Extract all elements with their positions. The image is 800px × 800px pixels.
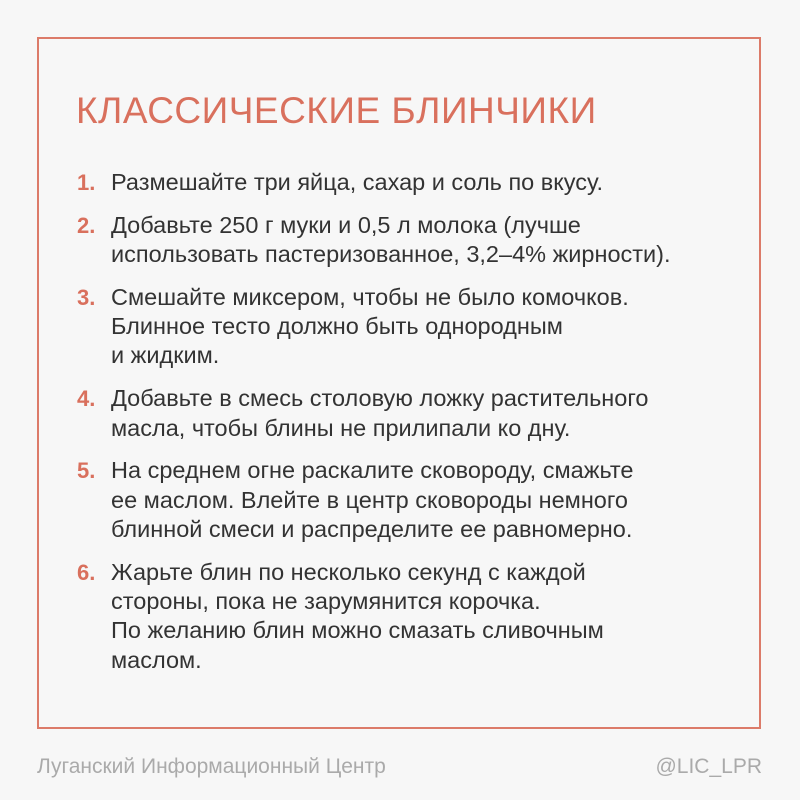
step-number: 4. xyxy=(77,386,96,412)
step-item xyxy=(77,456,671,544)
step-text-line: Добавьте в смесь столовую ложку растительного xyxy=(111,385,649,412)
step-text-line: Жарьте блин по несколько секунд с каждой xyxy=(111,558,586,585)
step-item xyxy=(77,283,671,371)
step-item xyxy=(77,168,671,197)
step-text-line: ее маслом. Влейте в центр сковороды немного xyxy=(111,486,628,513)
step-text-line: Добавьте 250 г муки и 0,5 л молока (лучше xyxy=(111,211,581,238)
step-number: 6. xyxy=(77,559,96,585)
step-item xyxy=(77,558,671,675)
step-text-line: Смешайте миксером, чтобы не было комочков. xyxy=(111,283,629,310)
steps-list xyxy=(77,168,671,688)
step-item xyxy=(77,384,671,443)
step-text-line: блинной смеси и распределите ее равномерно. xyxy=(111,515,633,542)
footer-source: Луганский Информационный Центр xyxy=(37,755,386,778)
step-text-line: маслом. xyxy=(111,646,202,673)
step-text-line: По желанию блин можно смазать сливочным xyxy=(111,617,604,644)
footer-handle: @LIC_LPR xyxy=(655,755,762,778)
step-number: 2. xyxy=(77,212,96,238)
step-text-line: масла, чтобы блины не прилипали ко дну. xyxy=(111,414,571,441)
step-number: 5. xyxy=(77,458,96,484)
step-text-line: использовать пастеризованное, 3,2–4% жирности). xyxy=(111,241,671,268)
page-title: КЛАССИЧЕСКИЕ БЛИНЧИКИ xyxy=(76,90,597,131)
step-text-line: стороны, пока не зарумянится корочка. xyxy=(111,588,541,615)
step-text-line: Блинное тесто должно быть однородным xyxy=(111,313,563,340)
step-text-line: и жидким. xyxy=(111,342,220,369)
step-number: 1. xyxy=(77,170,96,195)
step-item xyxy=(77,211,671,270)
step-text-line: На среднем огне раскалите сковороду, смажьте xyxy=(111,457,634,484)
step-text-line: Размешайте три яйца, сахар и соль по вкусу. xyxy=(111,169,603,195)
step-number: 3. xyxy=(77,284,96,310)
